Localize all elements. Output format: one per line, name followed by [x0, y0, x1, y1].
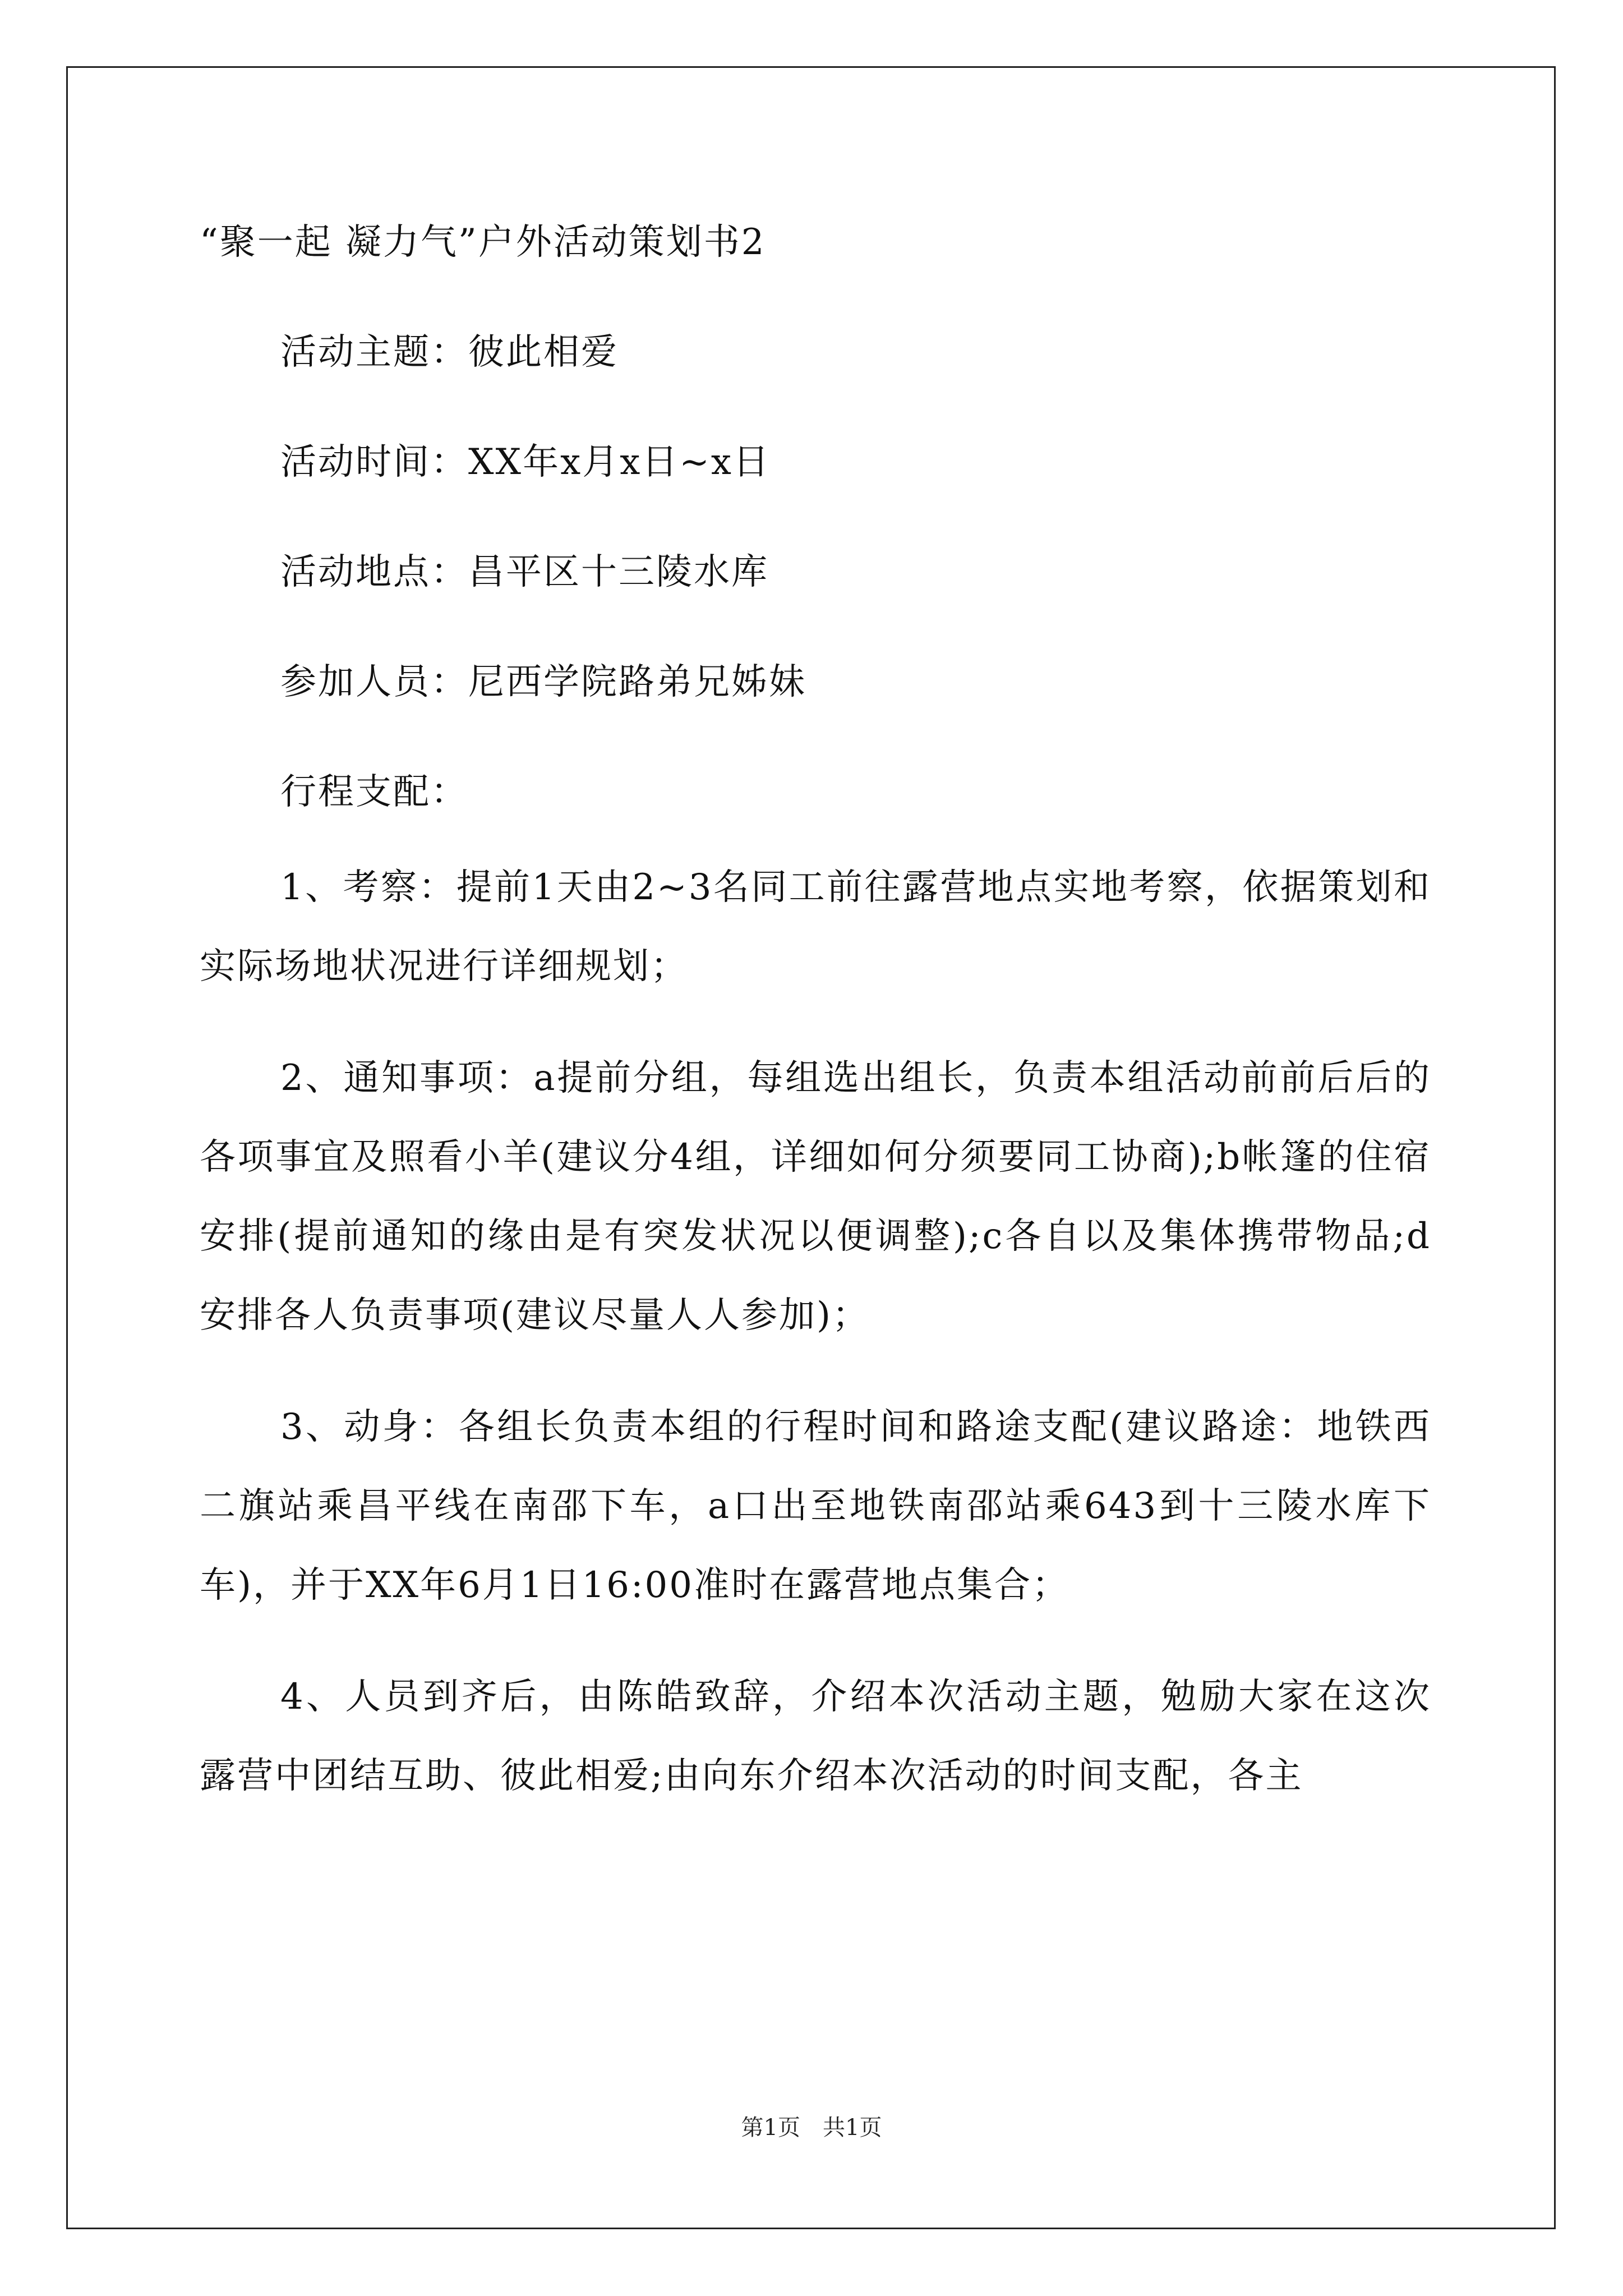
- paragraph-inspection: 1、考察：提前1天由2~3名同工前往露营地点实地考察，依据策划和实际场地状况进行详细规划；: [200, 867, 1431, 987]
- activity-theme: 活动主题：彼此相爱: [280, 332, 619, 373]
- activity-time: 活动时间：XX年x月x日~x日: [280, 441, 771, 483]
- schedule-heading: 行程支配：: [280, 771, 468, 813]
- paragraph-notice: 2、通知事项：a提前分组，每组选出组长，负责本组活动前前后后的各项事宜及照看小羊(建议分4组，详细如何分须要同工协商);b帐篷的住宿安排(提前通知的缘由是有突发状况以便调整);c各自以及集体携带物品;d安排各人负责事项(建议尽量人人参加)；: [200, 1057, 1431, 1336]
- document-body: [200, 219, 1431, 1816]
- paragraph-opening: 4、人员到齐后，由陈皓致辞，介绍本次活动主题，勉励大家在这次露营中团结互助、彼此相爱;由向东介绍本次活动的时间支配，各主: [200, 1676, 1431, 1797]
- paragraph-departure: 3、动身：各组长负责本组的行程时间和路途支配(建议路途：地铁西二旗站乘昌平线在南邵下车，a口出至地铁南邵站乘643到十三陵水库下车)，并于XX年6月1日16:00准时在露营地点集合；: [200, 1406, 1431, 1606]
- document-title: “聚一起 凝力气”户外活动策划书2: [200, 222, 766, 263]
- page-number: 第1页 共1页: [741, 2115, 882, 2141]
- participants: 参加人员：尼西学院路弟兄姊妹: [280, 661, 806, 703]
- activity-location: 活动地点：昌平区十三陵水库: [280, 551, 769, 593]
